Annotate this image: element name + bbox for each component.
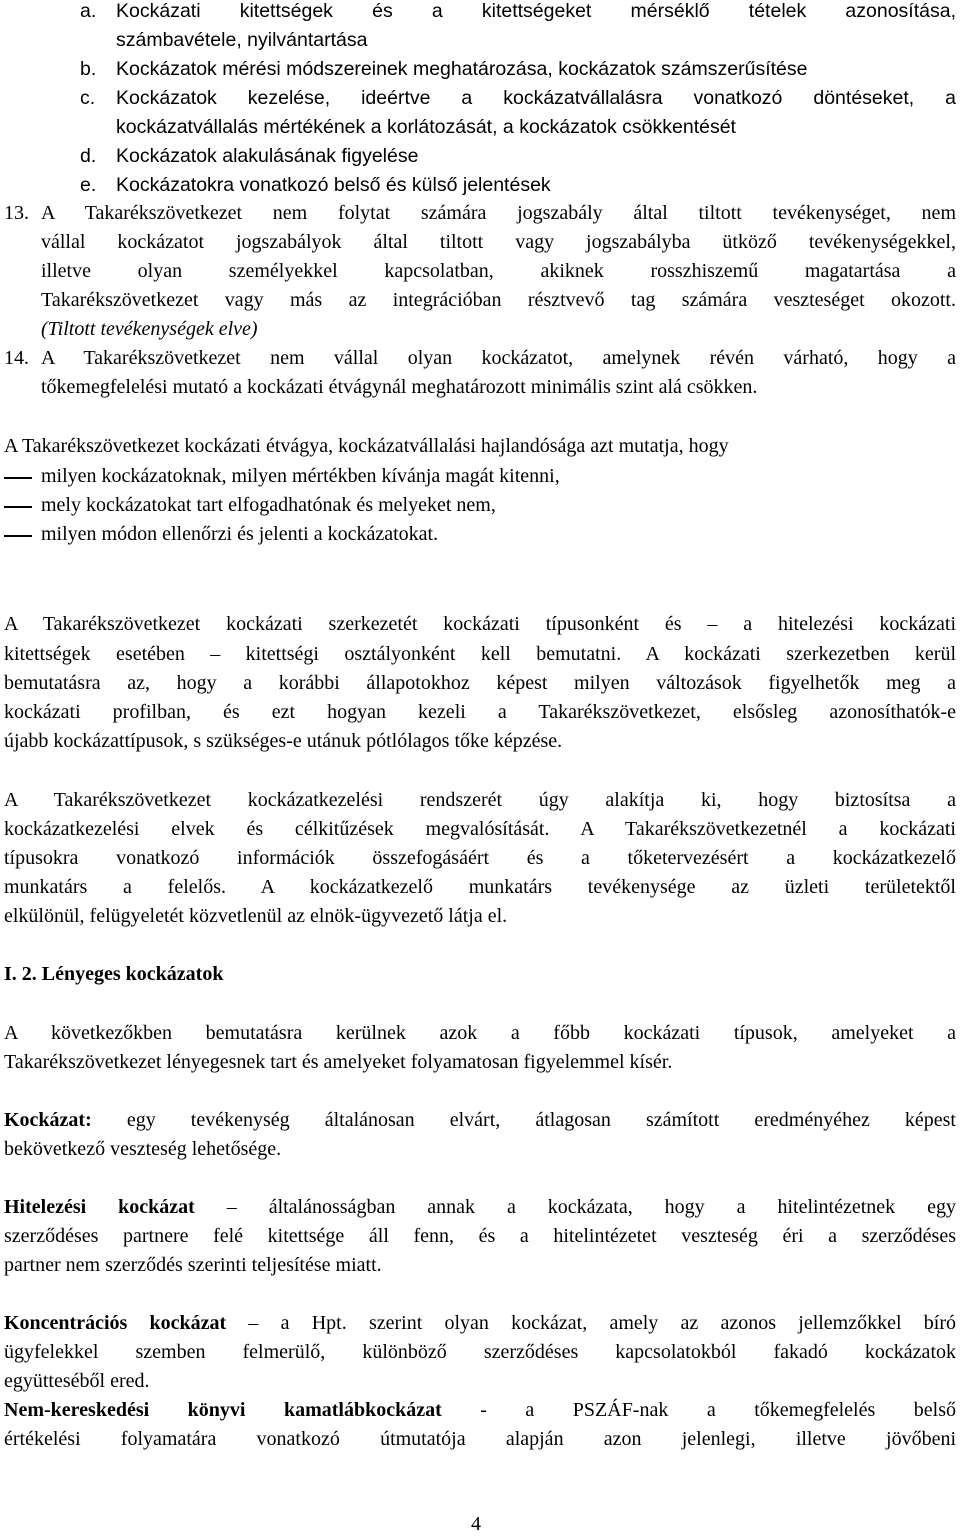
list-item-a-cont: számbavétele, nyilvántartása — [116, 29, 368, 51]
dash-bullet — [4, 535, 32, 537]
definition-interest-line-1 — [4, 1396, 956, 1425]
system-para-line-3: típusokra vonatkozó információk összefogásáért és a tőketervezésért a kockázatkezelő — [4, 847, 956, 869]
definition-concentration-line-3: együtteséből ered. — [4, 1370, 150, 1392]
structure-para-line-3: bemutatásra az, hogy a korábbi állapotokhoz képest milyen változások figyelhetők meg a — [4, 672, 956, 694]
item-14-number: 14. — [4, 347, 29, 369]
definition-term: Kockázat: — [4, 1109, 92, 1131]
system-para-line-1: A Takarékszövetkezet kockázatkezelési rendszerét úgy alakítja ki, hogy biztosítsa a — [4, 789, 956, 811]
page-number: 4 — [471, 1513, 481, 1535]
structure-para-line-4: kockázati profilban, és ezt hogyan kezeli a Takarékszövetkezet, elsősleg azonosíthatók-e — [4, 701, 956, 723]
definition-text: - a PSZÁF-nak a tőkemegfelelés belső — [441, 1399, 956, 1421]
system-para-line-2: kockázatkezelési elvek és célkitűzések megvalósítását. A Takarékszövetkezetnél a kockázati — [4, 818, 956, 840]
list-text: Kockázatok alakulásának figyelése — [116, 145, 419, 167]
list-text: Kockázatok mérési módszereinek meghatározása, kockázatok számszerűsítése — [116, 58, 808, 80]
definition-term: Koncentrációs kockázat — [4, 1312, 227, 1334]
appetite-bullet-1: milyen kockázatoknak, milyen mértékben kívánja magát kitenni, — [41, 465, 560, 487]
list-text: Kockázatokra vonatkozó belső és külső jelentések — [116, 174, 551, 196]
definition-credit-line-2: szerződéses partnere felé kitettsége áll fenn, és a hitelintézetet veszteség éri a szerződéses — [4, 1225, 956, 1247]
definition-risk-line-1 — [4, 1106, 956, 1135]
list-item-e — [80, 171, 551, 200]
definition-text: – a Hpt. szerint olyan kockázat, amely az azonos jellemzőkkel bíró — [226, 1312, 956, 1334]
appetite-bullet-2: mely kockázatokat tart elfogadhatónak és melyeket nem, — [41, 494, 496, 516]
list-item-c — [80, 84, 956, 113]
list-label: e. — [80, 174, 97, 196]
definition-term: Hitelezési kockázat — [4, 1196, 195, 1218]
section-heading: I. 2. Lényeges kockázatok — [4, 963, 224, 985]
structure-para-line-5: újabb kockázattípusok, s szükséges-e utánuk pótlólagos tőke képzése. — [4, 730, 563, 752]
item-13-note: (Tiltott tevékenységek elve) — [41, 318, 258, 340]
item-13-line-1: A Takarékszövetkezet nem folytat számára jogszabály által tiltott tevékenységet, nem — [41, 202, 956, 224]
item-13-number: 13. — [4, 202, 29, 224]
list-item-a — [80, 0, 956, 26]
system-para-line-4: munkatárs a felelős. A kockázatkezelő munkatárs tevékenysége az üzleti területektől — [4, 876, 956, 898]
list-item-b — [80, 55, 807, 84]
appetite-intro: A Takarékszövetkezet kockázati étvágya, kockázatvállalási hajlandósága azt mutatja, hogy — [4, 435, 729, 457]
definition-credit-line-1 — [4, 1193, 956, 1222]
definition-concentration-line-1 — [4, 1309, 956, 1338]
appetite-bullet-3: milyen módon ellenőrzi és jelenti a kockázatokat. — [41, 523, 439, 545]
list-label: c. — [80, 87, 96, 109]
list-item-c-cont: kockázatvállalás mértékének a korlátozását, a kockázatok csökkentését — [116, 116, 736, 138]
item-14-line-2: tőkemegfelelési mutató a kockázati étvágynál meghatározott minimális szint alá csökken. — [41, 376, 758, 398]
dash-bullet — [4, 506, 32, 508]
intro-para-line-2: Takarékszövetkezet lényegesnek tart és amelyeket folyamatosan figyelemmel kísér. — [4, 1051, 673, 1073]
item-13-line-3: illetve olyan személyekkel kapcsolatban, akiknek rosszhiszemű magatartása a — [41, 260, 956, 282]
item-13-line-4: Takarékszövetkezet vagy más az integrációban résztvevő tag számára veszteséget okozott. — [41, 289, 956, 311]
list-item-d — [80, 142, 418, 171]
definition-term: Nem-kereskedési könyvi kamatlábkockázat — [4, 1399, 442, 1421]
list-label: a. — [80, 0, 97, 22]
definition-text: egy tevékenység általánosan elvárt, átlagosan számított eredményéhez képest — [91, 1109, 956, 1131]
definition-risk-line-2: bekövetkező veszteség lehetősége. — [4, 1138, 282, 1160]
structure-para-line-2: kitettségek esetében – kitettségi osztályonként kell bemutatni. A kockázati szerkezetben kerül — [4, 643, 956, 665]
system-para-line-5: elkülönül, felügyeletét közvetlenül az elnök-ügyvezető látja el. — [4, 905, 508, 927]
intro-para-line-1: A következőkben bemutatásra kerülnek azok a főbb kockázati típusok, amelyeket a — [4, 1022, 956, 1044]
definition-interest-line-2: értékelési folyamatára vonatkozó útmutatója alapján azon jelenlegi, illetve jövőbeni — [4, 1428, 956, 1450]
structure-para-line-1: A Takarékszövetkezet kockázati szerkezetét kockázati típusonként és – a hitelezési kockázati — [4, 613, 956, 635]
item-13-line-2: vállal kockázatot jogszabályok által tiltott vagy jogszabályba ütköző tevékenységekkel, — [41, 231, 956, 253]
item-14-line-1: A Takarékszövetkezet nem vállal olyan kockázatot, amelynek révén várható, hogy a — [41, 347, 956, 369]
list-label: d. — [80, 145, 97, 167]
definition-text: – általánosságban annak a kockázata, hogy a hitelintézetnek egy — [194, 1196, 957, 1218]
definition-credit-line-3: partner nem szerződés szerinti teljesítése miatt. — [4, 1254, 382, 1276]
list-text: Kockázati kitettségek és a kitettségeket mérséklő tételek azonosítása, — [116, 0, 956, 22]
list-text: Kockázatok kezelése, ideértve a kockázatvállalásra vonatkozó döntéseket, a — [116, 87, 956, 109]
definition-concentration-line-2: ügyfelekkel szemben felmerülő, különböző szerződéses kapcsolatokból fakadó kockázatok — [4, 1341, 956, 1363]
dash-bullet — [4, 477, 32, 479]
list-label: b. — [80, 58, 97, 80]
